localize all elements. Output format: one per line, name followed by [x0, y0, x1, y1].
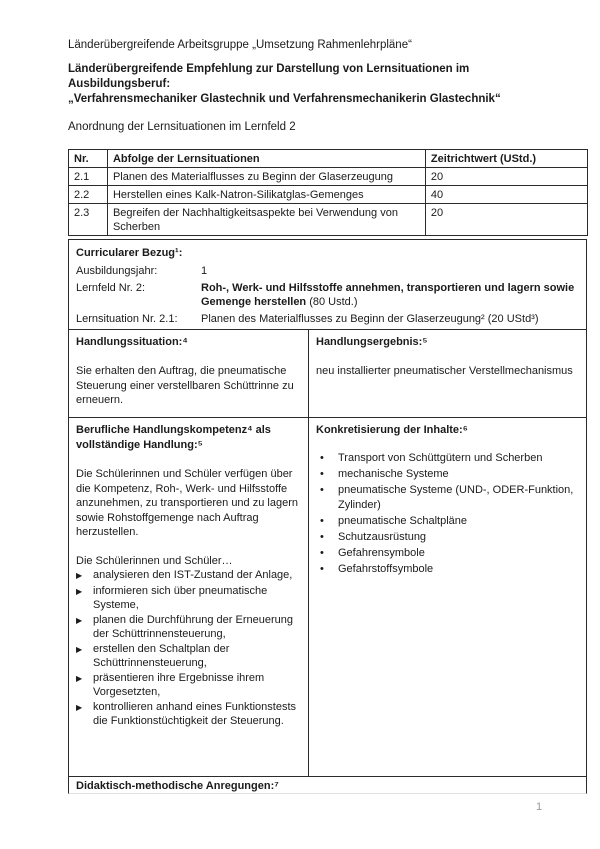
lernsituation-details-box: [68, 239, 587, 794]
list-item-text: planen die Durchführung der Erneuerung der Schüttrinnensteuerung,: [93, 613, 293, 640]
lernsituation-label: Lernsituation Nr. 2.1:: [76, 313, 178, 325]
list-item: [76, 671, 301, 700]
cell-title: Herstellen eines Kalk-Natron-Silikatglas-Gemenges: [107, 186, 425, 204]
dot-bullet-icon: •: [320, 452, 324, 464]
curricular-row-lernsituation: [76, 312, 579, 326]
arrow-bullet-icon: ▶: [76, 644, 83, 654]
cell-title: Planen des Materialflusses zu Beginn der Glaserzeugung: [107, 168, 425, 186]
lernfeld-value-hours: (80 Ustd.): [306, 296, 358, 308]
list-item-text: Gefahrstoffsymbole: [338, 562, 434, 575]
competence-list: [76, 568, 301, 729]
list-item-text: informieren sich über pneumatische Systeme,: [93, 584, 268, 611]
list-item: [316, 483, 579, 512]
list-item-text: erstellen den Schaltplan der Schüttrinnensteuerung,: [93, 642, 230, 669]
col-header-nr: Nr.: [69, 150, 108, 168]
title-line-2: Ausbildungsberuf:: [68, 78, 171, 90]
cell-nr: 2.1: [69, 168, 108, 186]
table-row: [69, 186, 588, 204]
competence-list-lead: Die Schülerinnen und Schüler…: [76, 554, 233, 567]
list-item: [316, 562, 579, 577]
arrangement-table: [68, 149, 588, 236]
cell-nr: 2.2: [69, 186, 108, 204]
dot-bullet-icon: •: [320, 530, 324, 543]
situation-result-section: [69, 329, 586, 417]
col-header-abfolge: Abfolge der Lernsituationen: [107, 150, 425, 168]
list-item: [76, 700, 301, 729]
table-row: [69, 204, 588, 236]
table-header-row: [69, 150, 588, 168]
lernfeld-value-bold: Roh-, Werk- und Hilfsstoffe annehmen, transportieren und lagern sowie Gemenge herstellen: [201, 282, 575, 308]
cell-title: Begreifen der Nachhaltigkeitsaspekte bei Verwendung von Scherben: [107, 204, 425, 236]
list-item-text: pneumatische Schaltpläne: [338, 514, 468, 527]
handlungssituation-cell: [69, 330, 309, 417]
arrow-bullet-icon: ▶: [76, 571, 83, 580]
arrow-bullet-icon: ▶: [76, 673, 83, 683]
col-header-zeitrichtwert: Zeitrichtwert (UStd.): [425, 150, 587, 168]
contents-list: [316, 451, 579, 576]
cell-ustd: 20: [425, 168, 587, 186]
lernsituation-value: Planen des Materialflusses zu Beginn der Glaserzeugung² (20 UStd³): [201, 313, 539, 325]
list-item-text: Gefahrensymbole: [338, 546, 425, 559]
cell-nr: 2.3: [69, 204, 108, 236]
lernfeld-value: [201, 281, 579, 309]
competence-heading: Berufliche Handlungskompetenz⁴ als vollständige Handlung:⁵: [76, 424, 271, 451]
competence-contents-section: [69, 417, 586, 776]
dot-bullet-icon: •: [320, 484, 324, 496]
list-item: [76, 568, 301, 584]
list-item: [316, 514, 579, 529]
didactic-heading: Didaktisch-methodische Anregungen:⁷: [76, 780, 279, 792]
page-content: [68, 38, 588, 794]
competence-cell: [69, 418, 309, 776]
arrow-bullet-icon: ▶: [76, 615, 83, 625]
title-line-3: „Verfahrensmechaniker Glastechnik und Verfahrensmechanikerin Glastechnik“: [68, 93, 501, 105]
list-item: [76, 584, 301, 613]
handlungsergebnis-body: neu installierter pneumatischer Verstellmechanismus: [316, 365, 573, 377]
curricular-row-lernfeld: [76, 281, 579, 309]
arrow-bullet-icon: ▶: [76, 586, 83, 596]
list-item-text: pneumatische Systeme (UND-, ODER-Funktion, Zylinder): [338, 484, 574, 511]
handlungssituation-body: Sie erhalten den Auftrag, die pneumatische Steuerung einer verstellbaren Schüttrinne zu erneuern.: [76, 365, 294, 406]
list-item: [316, 530, 579, 545]
list-item-text: Transport von Schüttgütern und Scherben: [338, 452, 543, 464]
list-item: [316, 451, 579, 466]
dot-bullet-icon: •: [320, 546, 324, 559]
table-row: [69, 168, 588, 186]
page-number: 1: [536, 801, 543, 813]
contents-cell: [309, 418, 586, 776]
dot-bullet-icon: •: [320, 514, 324, 527]
dot-bullet-icon: •: [320, 468, 324, 480]
list-item: [76, 613, 301, 642]
list-item-text: kontrollieren anhand eines Funktionstests die Funktionstüchtigkeit der Steuerung.: [93, 700, 297, 727]
didactic-section: [69, 776, 586, 793]
list-item-text: mechanische Systeme: [338, 468, 449, 480]
dot-bullet-icon: •: [320, 562, 324, 575]
cell-ustd: 20: [425, 204, 587, 236]
list-item: [316, 546, 579, 561]
curricular-heading: Curricularer Bezug¹:: [76, 247, 183, 259]
list-item-text: präsentieren ihre Ergebnisse ihrem Vorgesetzten,: [93, 671, 265, 698]
contents-heading: Konkretisierung der Inhalte:⁶: [316, 424, 468, 436]
list-item-text: Schutzausrüstung: [338, 530, 427, 543]
cell-ustd: 40: [425, 186, 587, 204]
arrow-bullet-icon: ▶: [76, 702, 83, 712]
handlungsergebnis-cell: [309, 330, 586, 417]
list-item-text: analysieren den IST-Zustand der Anlage,: [93, 569, 293, 581]
year-label: Ausbildungsjahr:: [76, 265, 158, 277]
handlungssituation-heading: Handlungssituation:⁴: [76, 336, 188, 348]
competence-intro: Die Schülerinnen und Schüler verfügen über die Kompetenz, Roh-, Werk- und Hilfsstoffe anzunehmen, zu transportieren und zu lagern sowie Rohstoffgemenge nach Auftrag herzustellen.: [76, 468, 298, 538]
lernfeld-label: Lernfeld Nr. 2:: [76, 282, 146, 294]
arrangement-subtitle: Anordnung der Lernsituationen im Lernfeld 2: [68, 121, 296, 133]
document-title: [68, 62, 588, 107]
curricular-row-year: [76, 264, 579, 278]
list-item: [316, 467, 579, 482]
title-line-1: Länderübergreifende Empfehlung zur Darstellung von Lernsituationen im: [68, 63, 470, 75]
list-item: [76, 642, 301, 671]
workgroup-line: Länderübergreifende Arbeitsgruppe „Umsetzung Rahmenlehrpläne“: [68, 39, 412, 51]
handlungsergebnis-heading: Handlungsergebnis:⁵: [316, 336, 428, 348]
year-value: 1: [201, 265, 208, 277]
curricular-section: [69, 240, 586, 329]
